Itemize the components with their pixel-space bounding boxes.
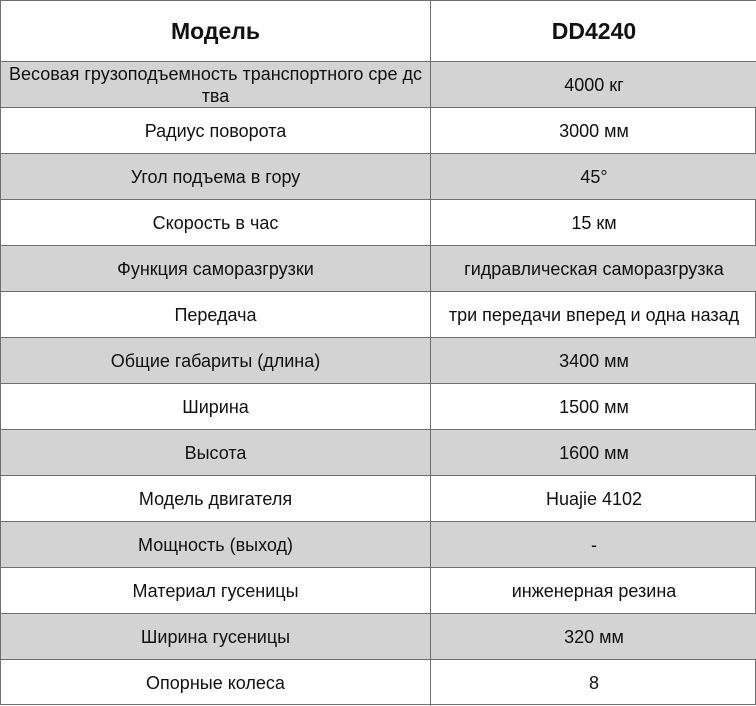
param-name: Высота bbox=[1, 430, 431, 476]
param-name: Радиус поворота bbox=[1, 108, 431, 154]
param-value: 15 км bbox=[431, 200, 756, 246]
param-name: Передача bbox=[1, 292, 431, 338]
param-name: Общие габариты (длина) bbox=[1, 338, 431, 384]
param-name-text: Весовая грузоподъемность транспортного сре дства bbox=[9, 63, 422, 106]
param-value: Huajie 4102 bbox=[431, 476, 756, 522]
param-value: - bbox=[431, 522, 756, 568]
header-model-label: Модель bbox=[1, 1, 431, 62]
param-value: инженерная резина bbox=[431, 568, 756, 614]
param-value: 1600 мм bbox=[431, 430, 756, 476]
param-name: Опорные колеса bbox=[1, 660, 431, 706]
param-name: Материал гусеницы bbox=[1, 568, 431, 614]
param-value: 8 bbox=[588, 673, 599, 693]
param-name: Ширина bbox=[1, 384, 431, 430]
param-value: 1500 мм bbox=[431, 384, 756, 430]
param-value: 4000 кг bbox=[431, 62, 756, 108]
param-value: три передачи вперед и одна назад bbox=[431, 292, 756, 338]
param-name: Ширина гусеницы bbox=[1, 614, 431, 660]
param-name bbox=[1, 62, 431, 108]
param-value: 320 мм bbox=[431, 614, 756, 660]
param-name: Функция саморазгрузки bbox=[1, 246, 431, 292]
param-name: Модель двигателя bbox=[1, 476, 431, 522]
param-name: Мощность (выход) bbox=[1, 522, 431, 568]
param-value: 45° bbox=[431, 154, 756, 200]
param-name: Угол подъема в гору bbox=[1, 154, 431, 200]
param-value: 3000 мм bbox=[431, 108, 756, 154]
header-model-value: DD4240 bbox=[431, 1, 756, 62]
param-name: Скорость в час bbox=[1, 200, 431, 246]
param-value: гидравлическая саморазгрузка bbox=[431, 246, 756, 292]
param-value: 3400 мм bbox=[431, 338, 756, 384]
